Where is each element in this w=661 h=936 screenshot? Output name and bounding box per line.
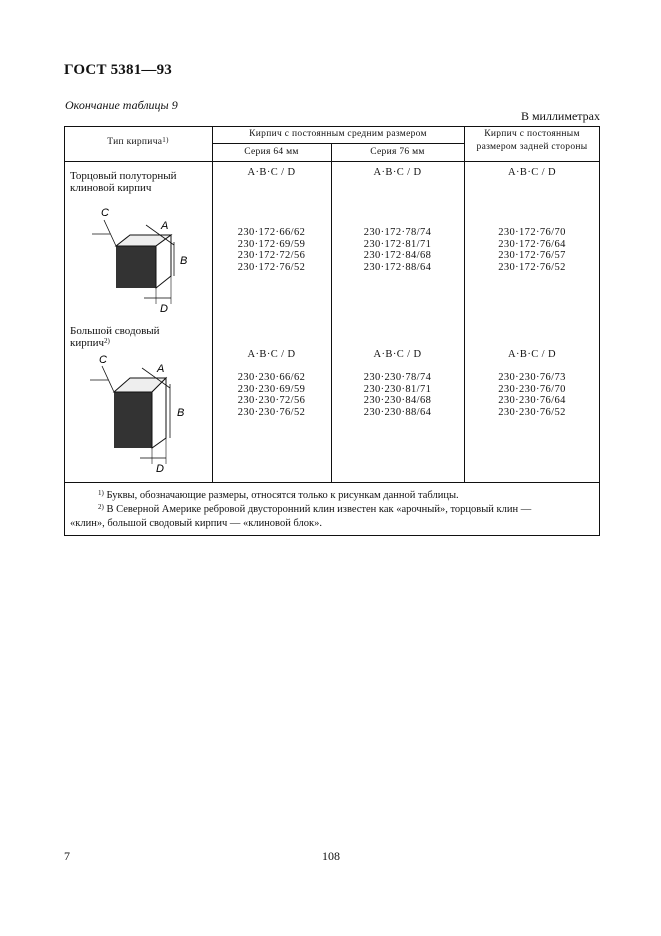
header-separator xyxy=(64,161,600,162)
end-wedge-brick-figure xyxy=(84,204,199,316)
subheader-separator xyxy=(212,143,464,144)
formula-s76-row2: A·B·C / D xyxy=(373,349,422,360)
body-footnote-separator xyxy=(64,482,600,483)
footnote-2: $^{2)}$ В Северной Америке ребровой двусторонний клин известен как «арочный», торцовый клин — xyxy=(98,503,532,515)
values-s76-row2: 230·230·78/74 230·230·81/71 230·230·84/68 230·230·88/64 xyxy=(363,372,432,418)
header-series-76: Серия 76 мм xyxy=(370,147,425,157)
footnote-2-cont: «клин», большой сводовый кирпич — «клиновой блок». xyxy=(70,518,322,529)
formula-back-row1: A·B·C / D xyxy=(508,167,556,178)
formula-s64-row2: A·B·C / D xyxy=(247,349,296,360)
brick-table xyxy=(64,126,600,536)
formula-back-row2: A·B·C / D xyxy=(508,349,556,360)
figure-label-d: D xyxy=(160,303,168,315)
formula-s76-row1: A·B·C / D xyxy=(373,167,422,178)
values-s64-row1: 230·172·66/62 230·172·69/59 230·172·72/56 230·172·76/52 xyxy=(237,227,306,273)
page-number: 108 xyxy=(322,849,340,863)
figure2-label-d: D xyxy=(156,463,164,475)
header-series-64: Серия 64 мм xyxy=(244,147,299,157)
figure-label-c: C xyxy=(101,207,109,219)
values-back-row2: 230·230·76/73 230·230·76/70 230·230·76/64 230·230·76/52 xyxy=(498,372,566,418)
table-border-top xyxy=(64,126,600,127)
col-divider-3 xyxy=(464,126,465,482)
header-type: Тип кирпича$^{1)}$ xyxy=(107,136,169,147)
large-arch-brick-figure xyxy=(84,354,199,476)
table-border-right xyxy=(599,126,600,536)
col-divider-1 xyxy=(212,126,213,482)
values-back-row1: 230·172·76/70 230·172·76/64 230·172·76/57 230·172·76/52 xyxy=(498,227,566,273)
figure-label-b: B xyxy=(180,255,188,267)
col-divider-2 xyxy=(331,143,332,482)
figure2-label-b: B xyxy=(177,407,185,419)
document-title: ГОСТ 5381—93 xyxy=(64,62,173,78)
figure2-label-a: A xyxy=(157,363,165,375)
table-border-left xyxy=(64,126,65,536)
figure-label-a: A xyxy=(161,220,169,232)
table-continuation-note: Окончание таблицы 9 xyxy=(65,98,178,112)
footnote-1: $^{1)}$ Буквы, обозначающие размеры, относятся только к рисункам данной таблицы. xyxy=(98,489,459,501)
footer-number: 7 xyxy=(64,849,70,863)
row-label-end-wedge: Торцовый полуторный клиновой кирпич xyxy=(70,170,177,194)
values-s76-row1: 230·172·78/74 230·172·81/71 230·172·84/68 230·172·88/64 xyxy=(363,227,432,273)
table-border-bottom xyxy=(64,535,600,536)
header-const-mid: Кирпич с постоянным средним размером xyxy=(249,129,427,139)
row-label-large-arch: Большой сводовый кирпич$^{2)}$ xyxy=(70,325,160,349)
figure2-label-c: C xyxy=(99,354,107,366)
formula-s64-row1: A·B·C / D xyxy=(247,167,296,178)
units-note: В миллиметрах xyxy=(520,109,600,123)
values-s64-row2: 230·230·66/62 230·230·69/59 230·230·72/56 230·230·76/52 xyxy=(237,372,306,418)
header-const-back: Кирпич с постоянным размером задней стороны xyxy=(476,129,588,152)
